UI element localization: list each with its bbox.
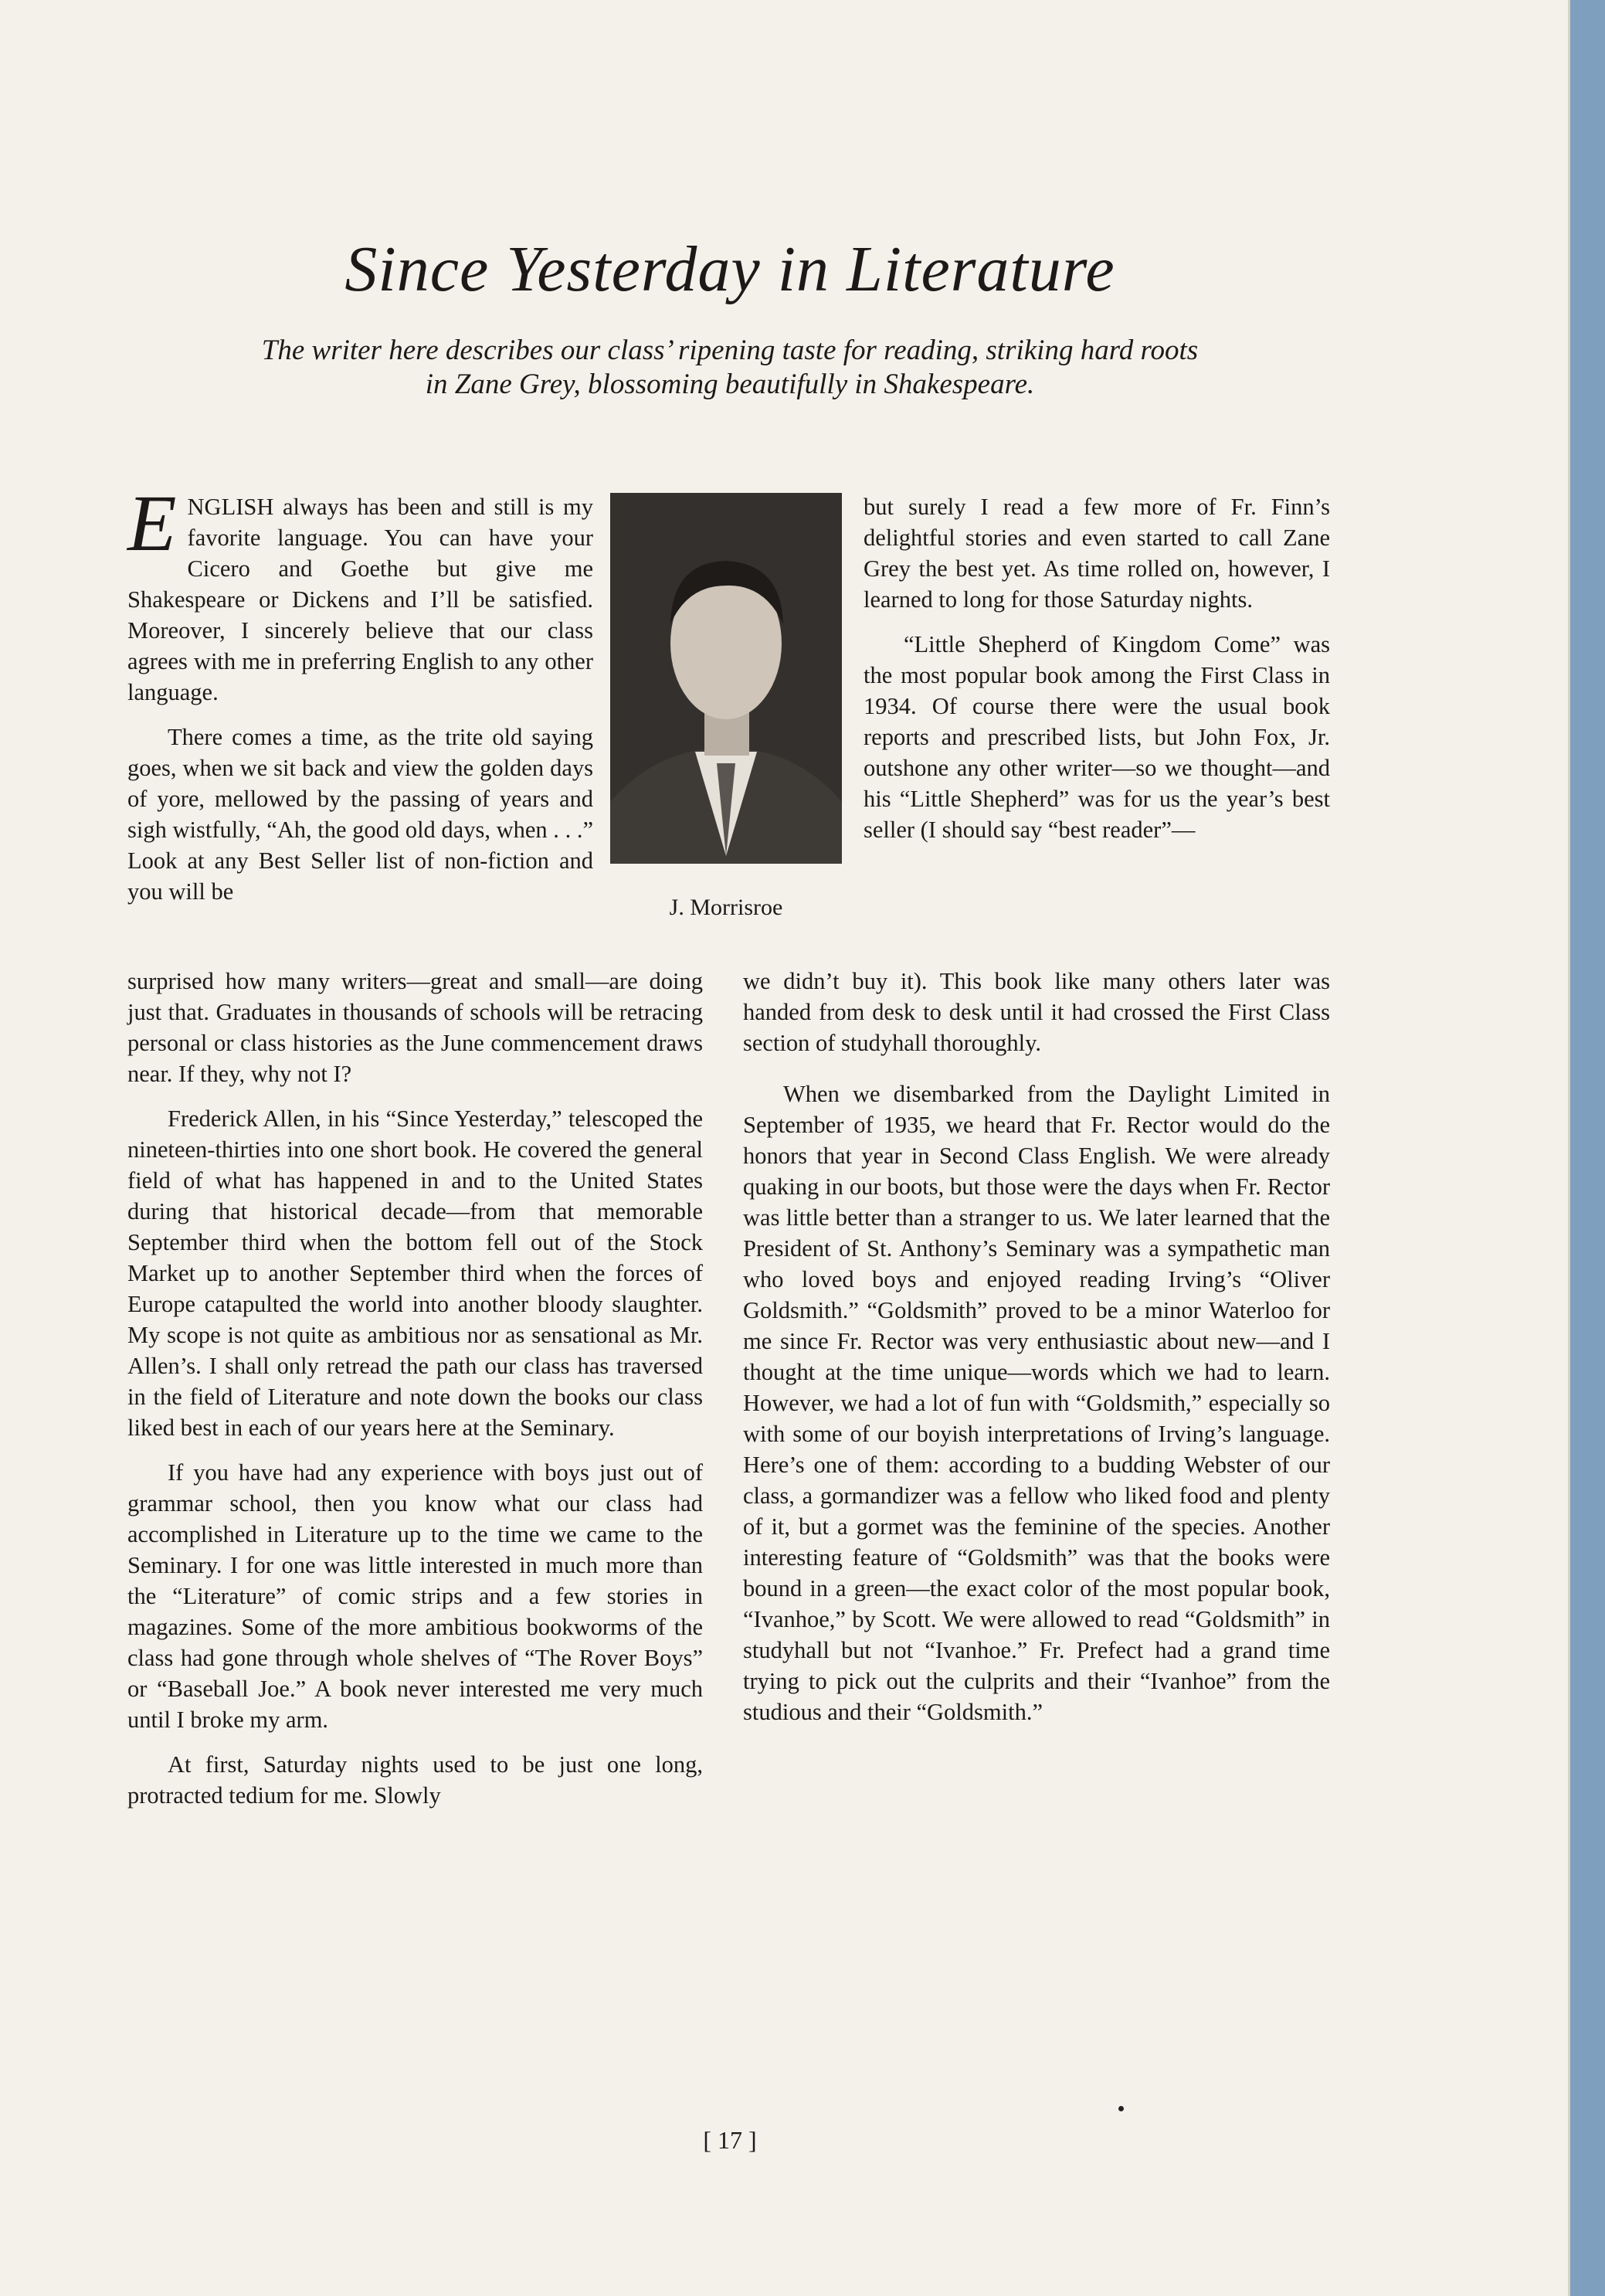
article-subtitle: The writer here describes our class’ ripening taste for reading, striking hard roots in Zane Grey, blossoming beautifully in Shakespeare. (261, 335, 1199, 400)
paragraph-7: “Little Shepherd of Kingdom Come” was the most popular book among the First Class in 1934. Of course there were the usual book reports and prescribed lists, but John Fox, Jr. outshone any other writer—so we thought—and his “Little Shepherd” was for us the year’s best seller (I should say “best reader”— (864, 631, 1330, 843)
paragraph-4: If you have had any experience with boys just out of grammar school, then you know what our class had accomplished in Literature up to the time we came to the Seminary. I for one was little interested in much more than the “Literature” of comic strips and a few stories in magazines. Some of the more ambitious bookworms of the class had gone through whole shelves of “The Rover Boys” or “Baseball Joe.” A book never interested me very much until I broke my arm. (127, 1459, 703, 1733)
column-2-top (864, 491, 1330, 859)
article-title: Since Yesterday in Literature (344, 233, 1115, 305)
binding-edge (1568, 0, 1605, 2296)
column-1-bottom (127, 966, 703, 1825)
ink-speck (1118, 2106, 1124, 2111)
paragraph-5: At first, Saturday nights used to be just one long, protracted tedium for me. Slowly (127, 1751, 703, 1809)
paragraph-8: When we disembarked from the Daylight Limited in September of 1935, we heard that Fr. Rector would do the honors that year in Second Class English. We were already quaking in our boots, but those were the days when Fr. Rector was little better than a stranger to us. We later learned that the President of St. Anthony’s Seminary was a sympathetic man who loved boys and enjoyed reading Irving’s “Oliver Goldsmith.” “Goldsmith” proved to be a minor Waterloo for me since Fr. Rector was very enthusiastic about new—and I thought at the time unique—words which we had to learn. However, we had a lot of fun with “Goldsmith,” especially so with some of our boyish interpretations of Irving’s language. Here’s one of them: according to a budding Webster of our class, a gormandizer was a fellow who liked food and plenty of it, but a gormet was the feminine of the species. Another interesting feature of “Goldsmith” was that the books were bound in a green—the exact color of the most popular book, “Ivanhoe,” by Scott. We were allowed to read “Goldsmith” in studyhall but not “Ivanhoe.” Fr. Prefect had a grand time trying to pick out the culprits and their “Ivanhoe” from the studious and their “Goldsmith.” (743, 1081, 1330, 1725)
photo-caption: J. Morrisroe (669, 895, 783, 920)
paragraph-3: Frederick Allen, in his “Since Yesterday,” telescoped the nineteen-thirties into one short book. He covered the general field of what has happened in and to the United States during that historical decade—from that memorable September third when the bottom fell out of the Stock Market up to another September third when the forces of Europe catapulted the world into another bloody slaughter. My scope is not quite as ambitious nor as sensational as Mr. Allen’s. I shall only retread the path our class has traversed in the field of Literature and note down the books our class liked best in each of our years here at the Seminary. (127, 1106, 703, 1441)
paragraph-7-continued: we didn’t buy it). This book like many others later was handed from desk to desk until it had crossed the First Class section of studyhall thoroughly. (743, 968, 1330, 1056)
drop-cap: E (127, 479, 177, 568)
author-photo (610, 493, 842, 864)
portrait-image (610, 493, 842, 864)
column-2-bottom (743, 966, 1330, 1741)
paragraph-2: There comes a time, as the trite old saying goes, when we sit back and view the golden days of yore, mellowed by the passing of years and sigh wistfully, “Ah, the good old days, when . . .” Look at any Best Seller list of non-fiction and you will be (127, 724, 593, 905)
paragraph-1: ENGLISH always has been and still is my favorite language. You can have your Cicero and Goethe but give me Shakespeare or Dickens and I’ll be satisfied. Moreover, I sincerely believe that our class agrees with me in preferring English to any other language. (127, 479, 593, 705)
paragraph-6: but surely I read a few more of Fr. Finn’s delightful stories and even started to call Zane Grey the best yet. As time rolled on, however, I learned to long for those Saturday nights. (864, 494, 1330, 613)
paragraph-2-continued: surprised how many writers—great and small—are doing just that. Graduates in thousands of schools will be retracing personal or class histories as the June commencement draws near. If they, why not I? (127, 968, 703, 1087)
column-1-top (127, 479, 593, 921)
page-number: [ 17 ] (703, 2126, 757, 2154)
